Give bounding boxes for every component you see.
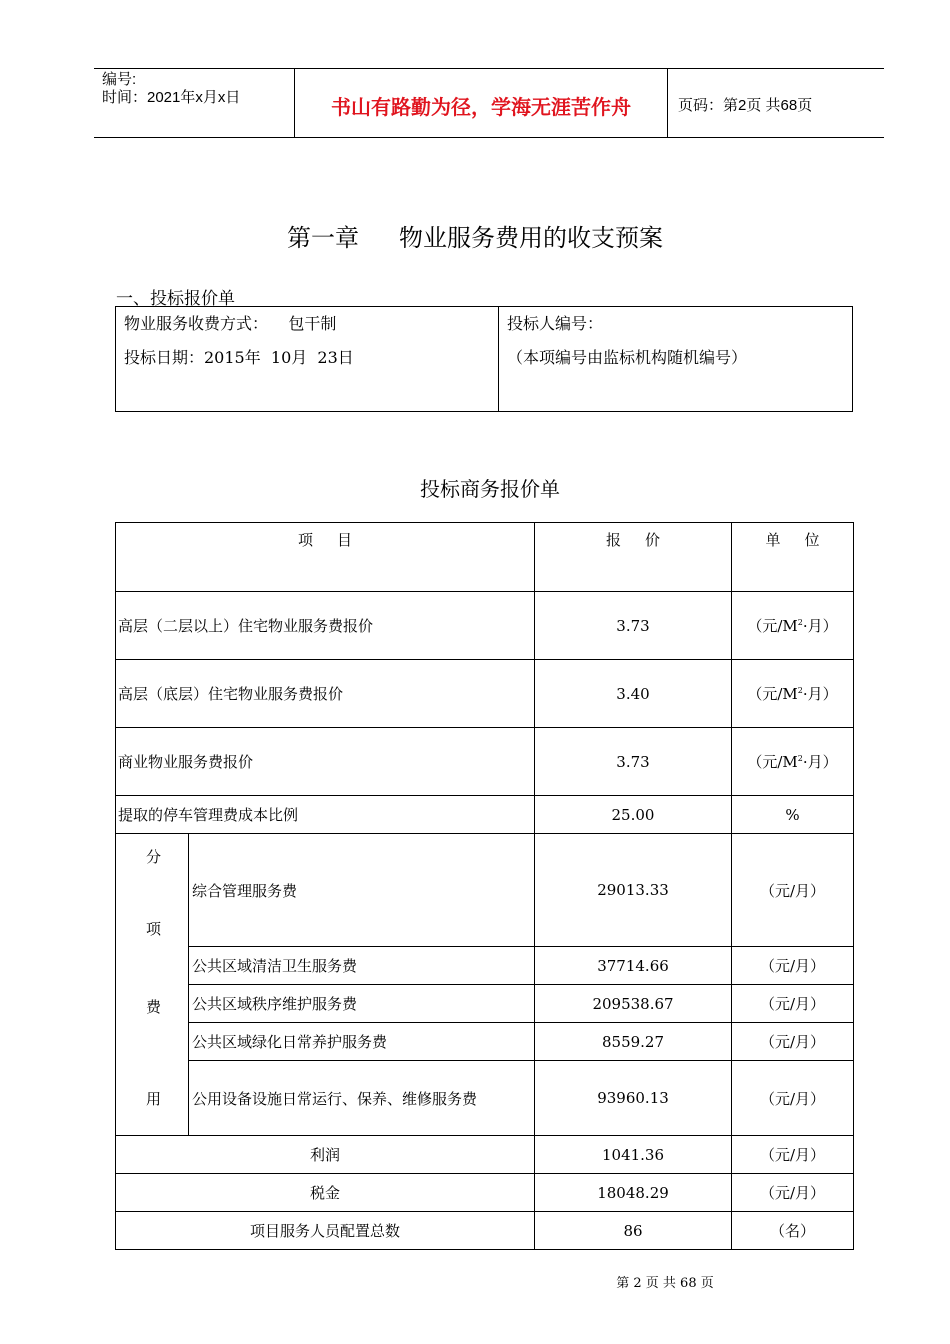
row-item: 公共区域清洁卫生服务费 <box>189 947 535 985</box>
col-header-price-char: 报 <box>605 531 621 549</box>
row-item: 税金 <box>116 1174 535 1212</box>
unit-text: ·月） <box>802 753 838 771</box>
row-unit <box>732 592 854 660</box>
table-header-row <box>116 523 854 592</box>
row-price: 86 <box>535 1212 732 1250</box>
chapter-title: 物业服务费用的收支预案 <box>399 224 663 252</box>
group-label-cell <box>116 834 189 1136</box>
row-item: 公用设备设施日常运行、保养、维修服务费 <box>189 1061 535 1136</box>
row-price: 29013.33 <box>535 834 732 947</box>
row-unit <box>732 728 854 796</box>
header-page-info: 页码：第2页 共68页 <box>678 97 813 114</box>
col-header-unit-char: 位 <box>804 531 820 549</box>
row-item: 高层（底层）住宅物业服务费报价 <box>116 660 535 728</box>
row-price: 25.00 <box>535 796 732 834</box>
table-row <box>116 947 854 985</box>
row-item: 提取的停车管理费成本比例 <box>116 796 535 834</box>
header-number-label: 编号: <box>102 71 137 88</box>
row-item: 高层（二层以上）住宅物业服务费报价 <box>116 592 535 660</box>
table-row <box>116 1061 854 1136</box>
unit-text: （元/M <box>747 617 798 635</box>
table-row <box>116 660 854 728</box>
col-header-item-char: 目 <box>337 531 353 549</box>
col-header-price <box>535 523 732 592</box>
row-item: 利润 <box>116 1136 535 1174</box>
row-price: 8559.27 <box>535 1023 732 1061</box>
unit-superscript: 2 <box>797 686 803 695</box>
table-title: 投标商务报价单 <box>420 477 560 501</box>
row-unit: % <box>732 796 854 834</box>
row-unit: （元/月） <box>732 1136 854 1174</box>
row-item: 综合管理服务费 <box>189 834 535 947</box>
table-row <box>116 1174 854 1212</box>
row-unit: （元/月） <box>732 1174 854 1212</box>
table-row <box>116 1136 854 1174</box>
table-row <box>116 1212 854 1250</box>
row-item: 公共区域秩序维护服务费 <box>189 985 535 1023</box>
page-footer: 第 2 页 共 68 页 <box>616 1276 714 1291</box>
header-meta <box>102 71 240 107</box>
row-unit <box>732 660 854 728</box>
bid-info-box <box>115 306 853 412</box>
col-header-item <box>116 523 535 592</box>
unit-text: ·月） <box>802 617 838 635</box>
bidder-no-note: （本项编号由监标机构随机编号） <box>507 348 748 367</box>
unit-text: （元/M <box>747 753 798 771</box>
unit-superscript: 2 <box>797 754 803 763</box>
group-label-char: 项 <box>146 920 162 938</box>
page-header <box>94 68 884 138</box>
col-header-price-char: 价 <box>645 531 661 549</box>
unit-superscript: 2 <box>797 618 803 627</box>
bid-date: 投标日期：2015年 10月 23日 <box>124 348 354 367</box>
bid-info-divider <box>498 307 499 411</box>
group-label-char: 费 <box>146 998 162 1016</box>
group-label-char: 分 <box>146 848 162 866</box>
col-header-unit-char: 单 <box>765 531 781 549</box>
header-motto: 书山有路勤为径，学海无涯苦作舟 <box>331 95 631 119</box>
row-price: 3.73 <box>535 728 732 796</box>
row-unit: （元/月） <box>732 834 854 947</box>
table-row <box>116 728 854 796</box>
col-header-unit <box>732 523 854 592</box>
fee-method: 物业服务收费方式： 包干制 <box>124 314 337 333</box>
unit-text: （元/M <box>747 685 798 703</box>
row-price: 3.73 <box>535 592 732 660</box>
row-price: 3.40 <box>535 660 732 728</box>
row-price: 93960.13 <box>535 1061 732 1136</box>
row-price: 1041.36 <box>535 1136 732 1174</box>
chapter-number: 第一章 <box>287 224 359 252</box>
row-price: 209538.67 <box>535 985 732 1023</box>
table-row <box>116 1023 854 1061</box>
table-row <box>116 592 854 660</box>
row-unit: （元/月） <box>732 985 854 1023</box>
table-row <box>116 834 854 947</box>
row-item: 商业物业服务费报价 <box>116 728 535 796</box>
section-title: 一、投标报价单 <box>116 289 235 309</box>
row-unit: （元/月） <box>732 1023 854 1061</box>
quote-table <box>115 522 854 1250</box>
col-header-item-char: 项 <box>297 531 313 549</box>
row-price: 18048.29 <box>535 1174 732 1212</box>
unit-text: ·月） <box>802 685 838 703</box>
row-item: 项目服务人员配置总数 <box>116 1212 535 1250</box>
header-divider <box>667 69 668 137</box>
row-unit: （元/月） <box>732 947 854 985</box>
row-unit: （名） <box>732 1212 854 1250</box>
row-unit: （元/月） <box>732 1061 854 1136</box>
bidder-no-label: 投标人编号： <box>507 314 604 333</box>
header-time-label: 时间：2021年x月x日 <box>102 89 241 106</box>
group-label-char: 用 <box>146 1090 162 1108</box>
chapter-heading <box>0 218 950 253</box>
row-item: 公共区域绿化日常养护服务费 <box>189 1023 535 1061</box>
table-row <box>116 796 854 834</box>
table-row <box>116 985 854 1023</box>
row-price: 37714.66 <box>535 947 732 985</box>
